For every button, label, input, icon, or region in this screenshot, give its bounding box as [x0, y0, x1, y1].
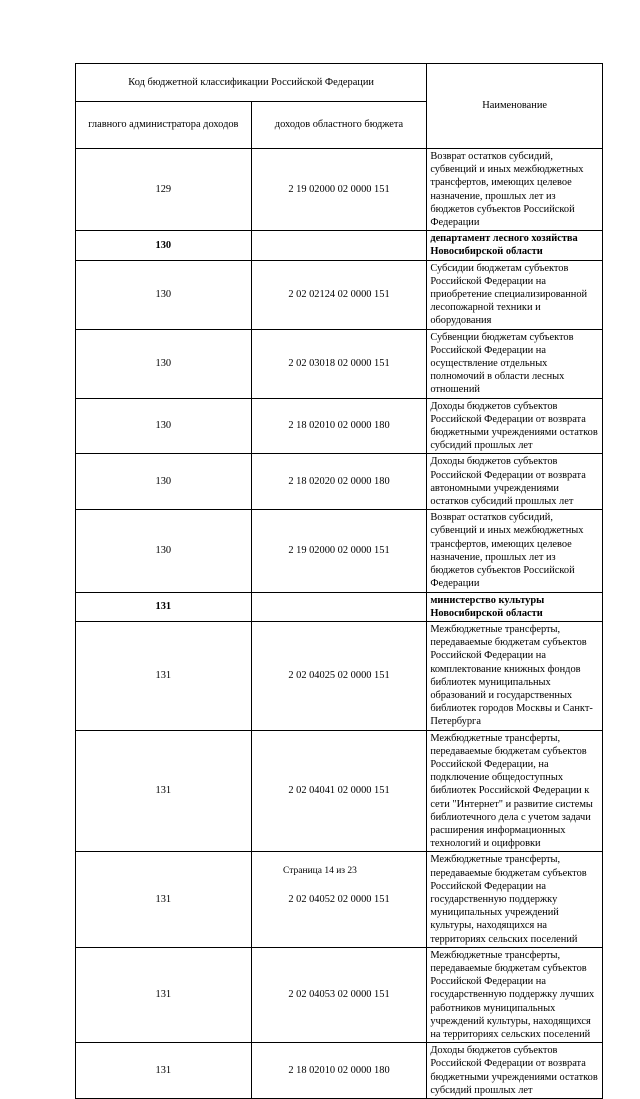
name-cell: Доходы бюджетов субъектов Российской Федерации от возврата бюджетными учреждениями остатков субсидий прошлых лет [427, 398, 603, 454]
admin-code-cell: 131 [76, 621, 252, 730]
section-row [76, 231, 603, 260]
admin-code-cell: 130 [76, 510, 252, 592]
income-code-cell: 2 18 02010 02 0000 180 [251, 398, 427, 454]
income-code-cell: 2 02 03018 02 0000 151 [251, 329, 427, 398]
header-row-group [76, 64, 603, 102]
name-cell: министерство культуры Новосибирской области [427, 592, 603, 621]
budget-classification-table [75, 63, 603, 1099]
admin-code-cell: 130 [76, 329, 252, 398]
income-code-cell [251, 592, 427, 621]
table-row [76, 398, 603, 454]
table-row [76, 260, 603, 329]
income-code-cell: 2 02 04052 02 0000 151 [251, 852, 427, 947]
header-income-code: доходов областного бюджета [251, 102, 427, 149]
income-code-cell: 2 18 02010 02 0000 180 [251, 1043, 427, 1099]
income-code-cell: 2 02 02124 02 0000 151 [251, 260, 427, 329]
name-cell: Субвенции бюджетам субъектов Российской Федерации на осуществление отдельных полномочий в области лесных отношений [427, 329, 603, 398]
admin-code-cell: 130 [76, 260, 252, 329]
income-code-cell: 2 02 04025 02 0000 151 [251, 621, 427, 730]
table-row [76, 329, 603, 398]
name-cell: Межбюджетные трансферты, передаваемые бюджетам субъектов Российской Федерации на комплектование книжных фондов библиотек муниципальных образований и государственных библиотек городов Москвы и Санкт-Петербурга [427, 621, 603, 730]
section-row [76, 592, 603, 621]
header-name: Наименование [427, 64, 603, 149]
table-row [76, 149, 603, 231]
admin-code-cell: 131 [76, 947, 252, 1042]
admin-code-cell: 131 [76, 852, 252, 947]
name-cell: Межбюджетные трансферты, передаваемые бюджетам субъектов Российской Федерации на государственную поддержку муниципальных учреждений культуры, находящихся на территориях сельских поселений [427, 852, 603, 947]
income-code-cell [251, 231, 427, 260]
name-cell: Возврат остатков субсидий, субвенций и иных межбюджетных трансфертов, имеющих целевое назначение, прошлых лет из бюджетов субъектов Российской Федерации [427, 510, 603, 592]
table-row [76, 454, 603, 510]
income-code-cell: 2 02 04041 02 0000 151 [251, 730, 427, 852]
income-code-cell: 2 02 04053 02 0000 151 [251, 947, 427, 1042]
table-row [76, 730, 603, 852]
document-page [75, 63, 603, 1099]
table-row [76, 947, 603, 1042]
admin-code-cell: 131 [76, 592, 252, 621]
income-code-cell: 2 19 02000 02 0000 151 [251, 149, 427, 231]
name-cell: Межбюджетные трансферты, передаваемые бюджетам субъектов Российской Федерации на государственную поддержку лучших работников муниципальных учреждений культуры, находящихся на территориях сельских поселений [427, 947, 603, 1042]
table-row [76, 621, 603, 730]
name-cell: Доходы бюджетов субъектов Российской Федерации от возврата бюджетными учреждениями остатков субсидий прошлых лет [427, 1043, 603, 1099]
name-cell: Межбюджетные трансферты, передаваемые бюджетам субъектов Российской Федерации, на подключение общедоступных библиотек Российской Федерации к сети "Интернет" и развитие системы библиотечного дела с учетом задачи расширения информационных технологий и оцифровки [427, 730, 603, 852]
name-cell: Субсидии бюджетам субъектов Российской Федерации на приобретение специализированной лесопожарной техники и оборудования [427, 260, 603, 329]
admin-code-cell: 130 [76, 398, 252, 454]
admin-code-cell: 130 [76, 454, 252, 510]
income-code-cell: 2 18 02020 02 0000 180 [251, 454, 427, 510]
header-admin: главного администратора доходов [76, 102, 252, 149]
income-code-cell: 2 19 02000 02 0000 151 [251, 510, 427, 592]
name-cell: Возврат остатков субсидий, субвенций и иных межбюджетных трансфертов, имеющих целевое назначение, прошлых лет из бюджетов субъектов Российской Федерации [427, 149, 603, 231]
admin-code-cell: 129 [76, 149, 252, 231]
admin-code-cell: 131 [76, 730, 252, 852]
admin-code-cell: 131 [76, 1043, 252, 1099]
admin-code-cell: 130 [76, 231, 252, 260]
table-row [76, 510, 603, 592]
name-cell: департамент лесного хозяйства Новосибирской области [427, 231, 603, 260]
header-classification-code: Код бюджетной классификации Российской Федерации [76, 64, 427, 102]
name-cell: Доходы бюджетов субъектов Российской Федерации от возврата автономными учреждениями остатков субсидий прошлых лет [427, 454, 603, 510]
page-number: Страница 14 из 23 [283, 866, 357, 876]
table-row [76, 1043, 603, 1099]
